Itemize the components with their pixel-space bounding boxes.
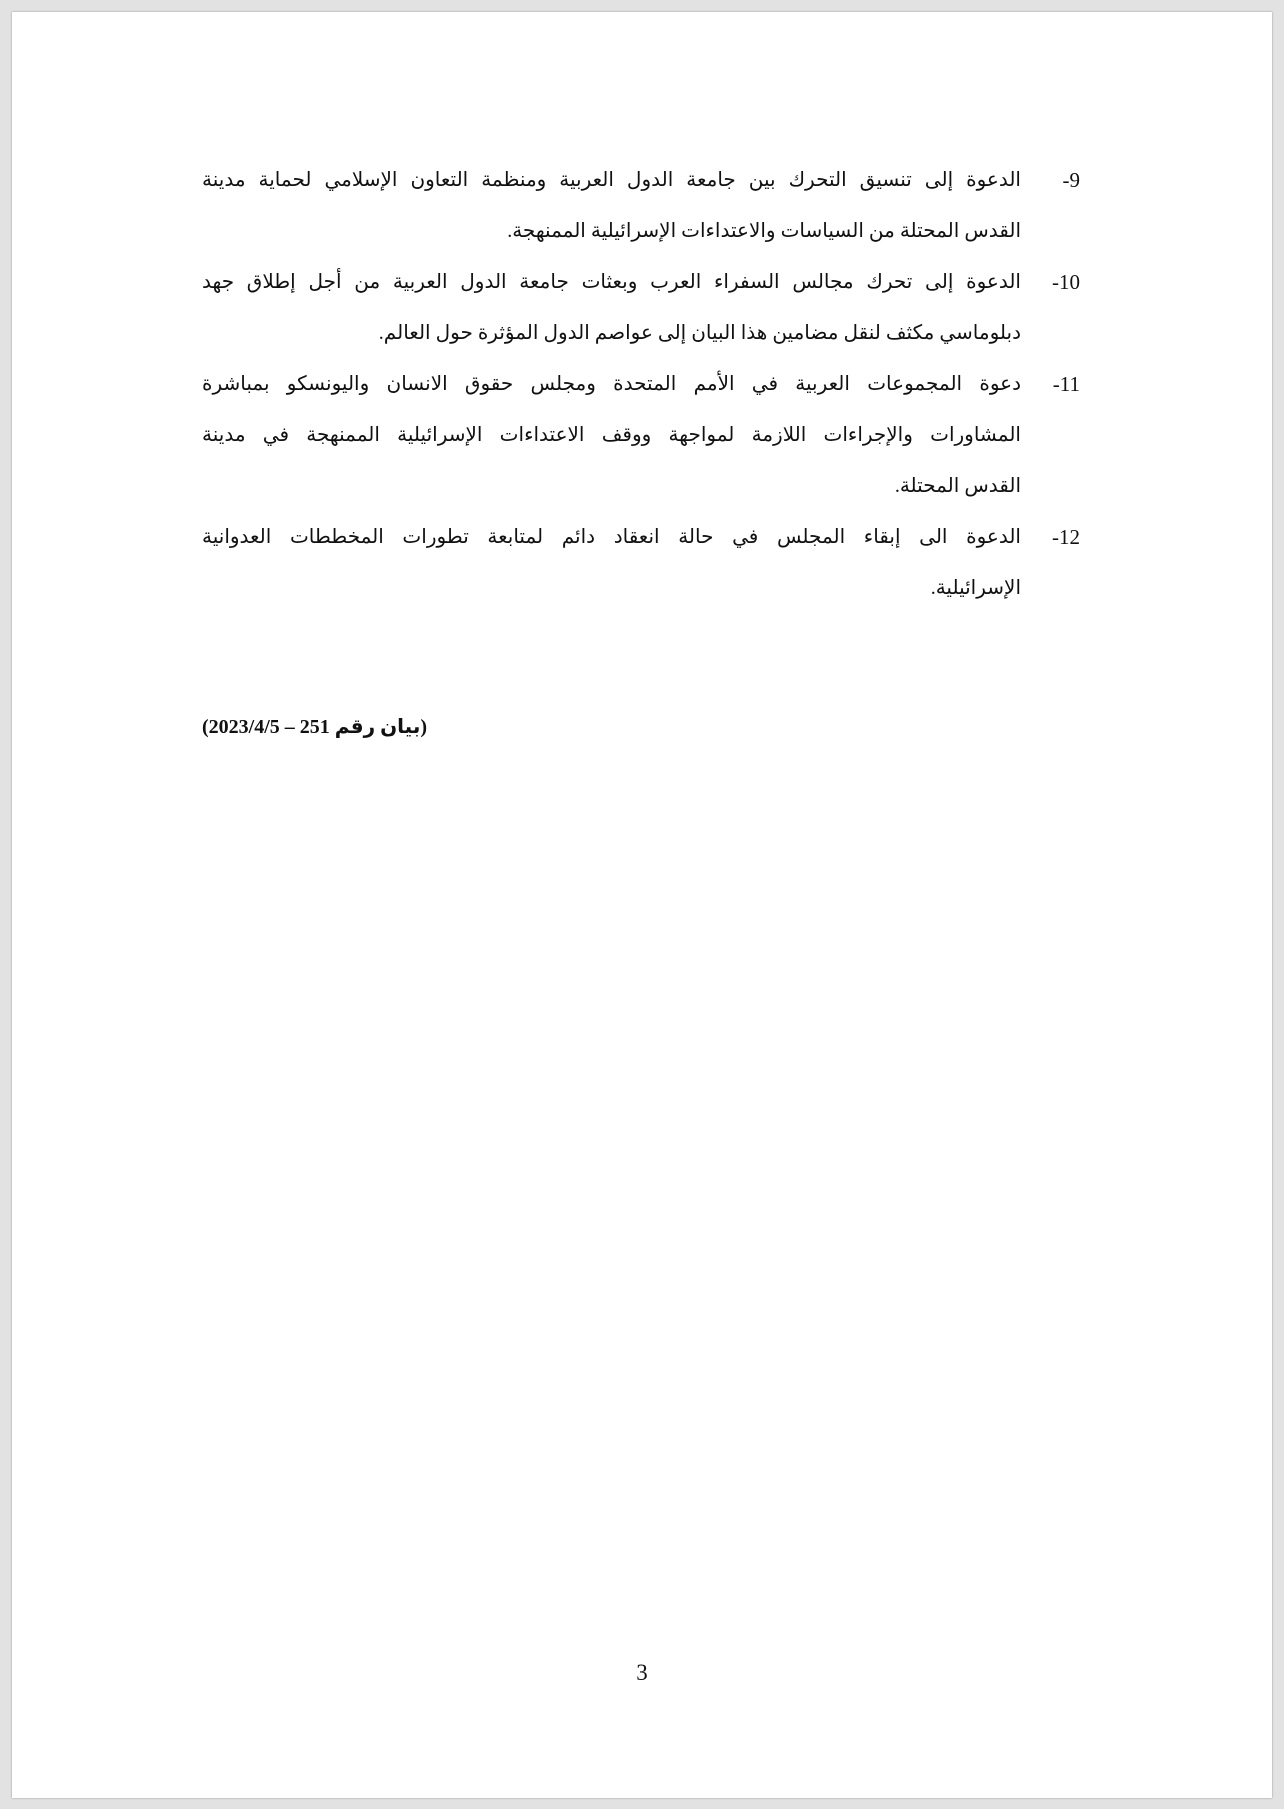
item-text	[202, 257, 1021, 359]
item-text	[202, 512, 1021, 614]
item-12-line-1: الدعوة الى إبقاء المجلس في حالة انعقاد دائم لمتابعة تطورات المخططات العدوانية	[202, 526, 1021, 548]
item-number: 9-	[1062, 168, 1080, 192]
item-number: 11-	[1052, 372, 1080, 396]
item-12-line-2: الإسرائيلية.	[930, 577, 1021, 599]
list-item-9	[202, 155, 1080, 257]
item-11-line-2: المشاورات والإجراءات اللازمة لمواجهة ووقف الاعتداءات الإسرائيلية الممنهجة في مدينة	[202, 424, 1021, 446]
page-number: 3	[636, 1660, 648, 1685]
list-item-12	[202, 512, 1080, 614]
item-9-line-2: القدس المحتلة من السياسات والاعتداءات الإسرائيلية الممنهجة.	[507, 220, 1021, 242]
document-page	[12, 12, 1272, 1798]
list-item-10	[202, 257, 1080, 359]
item-10-line-1: الدعوة إلى تحرك مجالس السفراء العرب وبعثات جامعة الدول العربية من أجل إطلاق جهد	[202, 271, 1021, 293]
item-text	[202, 359, 1021, 512]
item-11-line-1: دعوة المجموعات العربية في الأمم المتحدة ومجلس حقوق الانسان واليونسكو بمباشرة	[202, 373, 1021, 395]
list-item-11	[202, 359, 1080, 512]
item-number: 10-	[1052, 270, 1080, 294]
item-text	[202, 155, 1021, 257]
item-11-line-3: القدس المحتلة.	[894, 475, 1021, 497]
numbered-list	[202, 155, 1080, 614]
item-number: 12-	[1052, 525, 1080, 549]
item-9-line-1: الدعوة إلى تنسيق التحرك بين جامعة الدول العربية ومنظمة التعاون الإسلامي لحماية مدينة	[202, 169, 1021, 191]
statement-reference: (بيان رقم 251 – 2023/4/5)	[202, 716, 428, 738]
item-10-line-2: دبلوماسي مكثف لنقل مضامين هذا البيان إلى عواصم الدول المؤثرة حول العالم.	[378, 322, 1021, 344]
